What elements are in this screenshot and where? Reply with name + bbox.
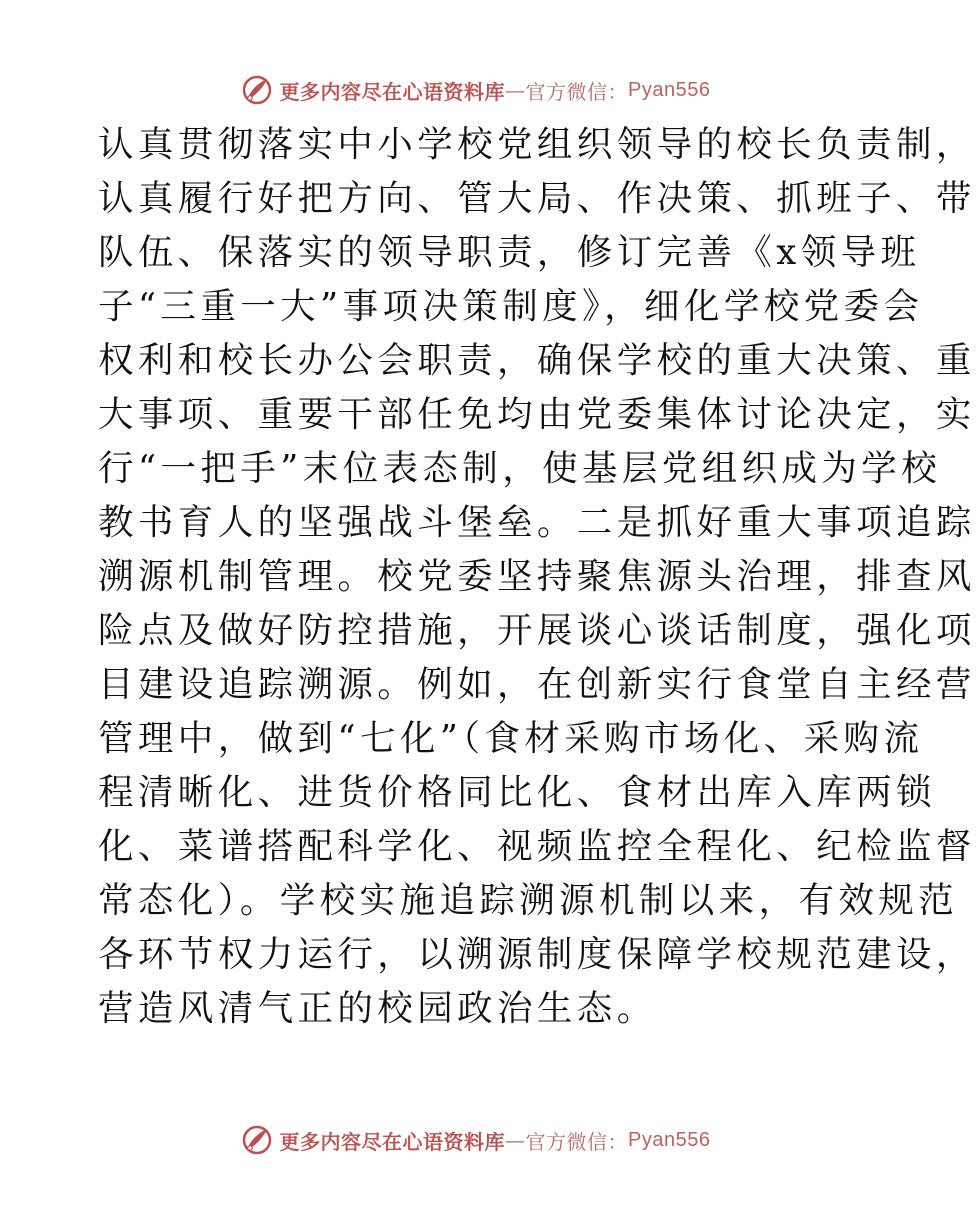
text-line: 大事项、重要干部任免均由党委集体讨论决定，实 xyxy=(98,394,976,435)
body-paragraph xyxy=(98,118,976,1036)
banner-wechat-id: Pyan556 xyxy=(628,1128,711,1151)
text-line: 险点及做好防控措施，开展谈心谈话制度，强化项 xyxy=(98,610,976,651)
banner-main-text: 更多内容尽在心语资料库 xyxy=(279,79,506,104)
text-line: 溯源机制管理。校党委坚持聚焦源头治理，排查风 xyxy=(98,556,976,597)
text-line: 权利和校长办公会职责，确保学校的重大决策、重 xyxy=(98,340,976,381)
text-line: 子“三重一大”事项决策制度》，细化学校党委会 xyxy=(98,286,924,327)
text-line: 化、菜谱搭配科学化、视频监控全程化、纪检监督 xyxy=(98,826,976,867)
text-line: 认真履行好把方向、管大局、作决策、抓班子、带 xyxy=(98,178,976,219)
text-line: 目建设追踪溯源。例如，在创新实行食堂自主经营 xyxy=(98,664,976,705)
text-line: 各环节权力运行，以溯源制度保障学校规范建设， xyxy=(98,934,976,975)
text-line: 程清晰化、进货价格同比化、食材出库入库两锁 xyxy=(98,772,936,813)
quill-seal-icon xyxy=(240,73,274,107)
text-line: 管理中，做到“七化”（食材采购市场化、采购流 xyxy=(98,718,924,759)
text-line: 营造风清气正的校园政治生态。 xyxy=(98,988,657,1029)
banner-main-text: 更多内容尽在心语资料库 xyxy=(279,1129,506,1154)
footer-watermark-banner xyxy=(0,1120,950,1160)
banner-wechat-id: Pyan556 xyxy=(628,78,711,101)
text-line: 认真贯彻落实中小学校党组织领导的校长负责制， xyxy=(98,124,976,165)
quill-seal-icon xyxy=(240,1123,274,1157)
text-line: 教书育人的坚强战斗堡垒。二是抓好重大事项追踪 xyxy=(98,502,976,543)
banner-separator: — xyxy=(505,1128,526,1152)
text-line: 行“一把手”末位表态制，使基层党组织成为学校 xyxy=(98,448,942,489)
text-line: 常态化）。学校实施追踪溯源机制以来，有效规范 xyxy=(98,880,959,921)
banner-separator: — xyxy=(505,78,526,102)
header-watermark-banner xyxy=(0,70,950,110)
banner-sub-text: 官方微信： xyxy=(525,1129,629,1154)
text-line: 队伍、保落实的领导职责，修订完善《x领导班 xyxy=(98,232,921,273)
banner-sub-text: 官方微信： xyxy=(525,79,629,104)
